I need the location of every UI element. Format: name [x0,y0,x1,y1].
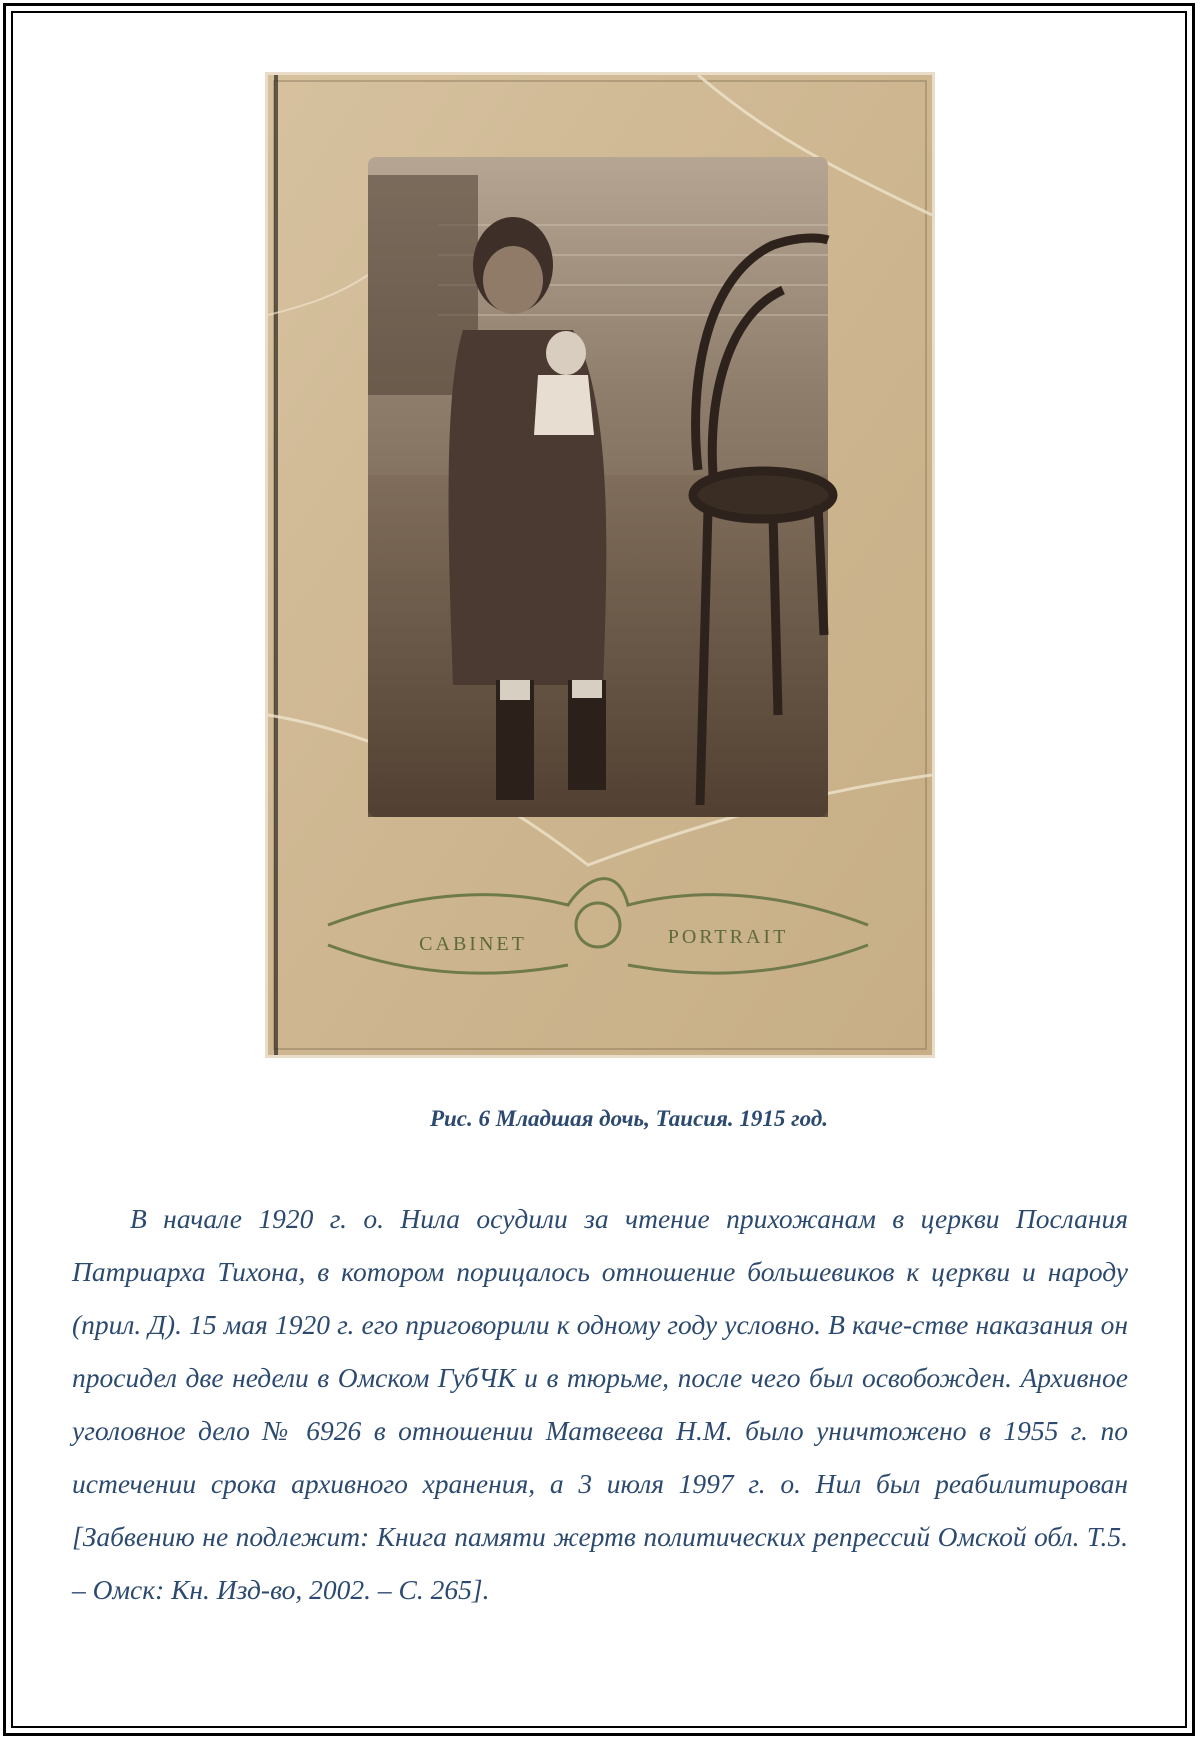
card-text-left: CABINET [419,933,527,955]
card-text-right: PORTRAIT [667,926,789,948]
photo-figure [265,72,935,1058]
cabinet-portrait-photo [268,75,932,1055]
figure-caption: Рис. 6 Младшая дочь, Таисия. 1915 год. [429,1106,829,1131]
photo-print [368,157,833,817]
body-paragraph: В начале 1920 г. о. Нила осудили за чтение прихожанам в церкви Послания Патриарха Тихона, в котором порицалось отношение большевиков к церкви и народу (прил. Д). 15 мая 1920 г. его приговорили к одному году условно. В каче-стве наказания он просидел две недели в Омском ГубЧК и в тюрьме, после чего был освобожден. Архивное уголовное дело № 6926 в отношении Матвеева Н.М. было уничтожено в 1955 г. по истечении срока архивного хранения, а 3 июля 1997 г. о. Нил был реабилитирован [Забвению не подлежит: Книга памяти жертв политических репрессий Омской обл. Т.5. – Омск: Кн. Изд-во, 2002. – С. 265]. [72,1203,1128,1605]
